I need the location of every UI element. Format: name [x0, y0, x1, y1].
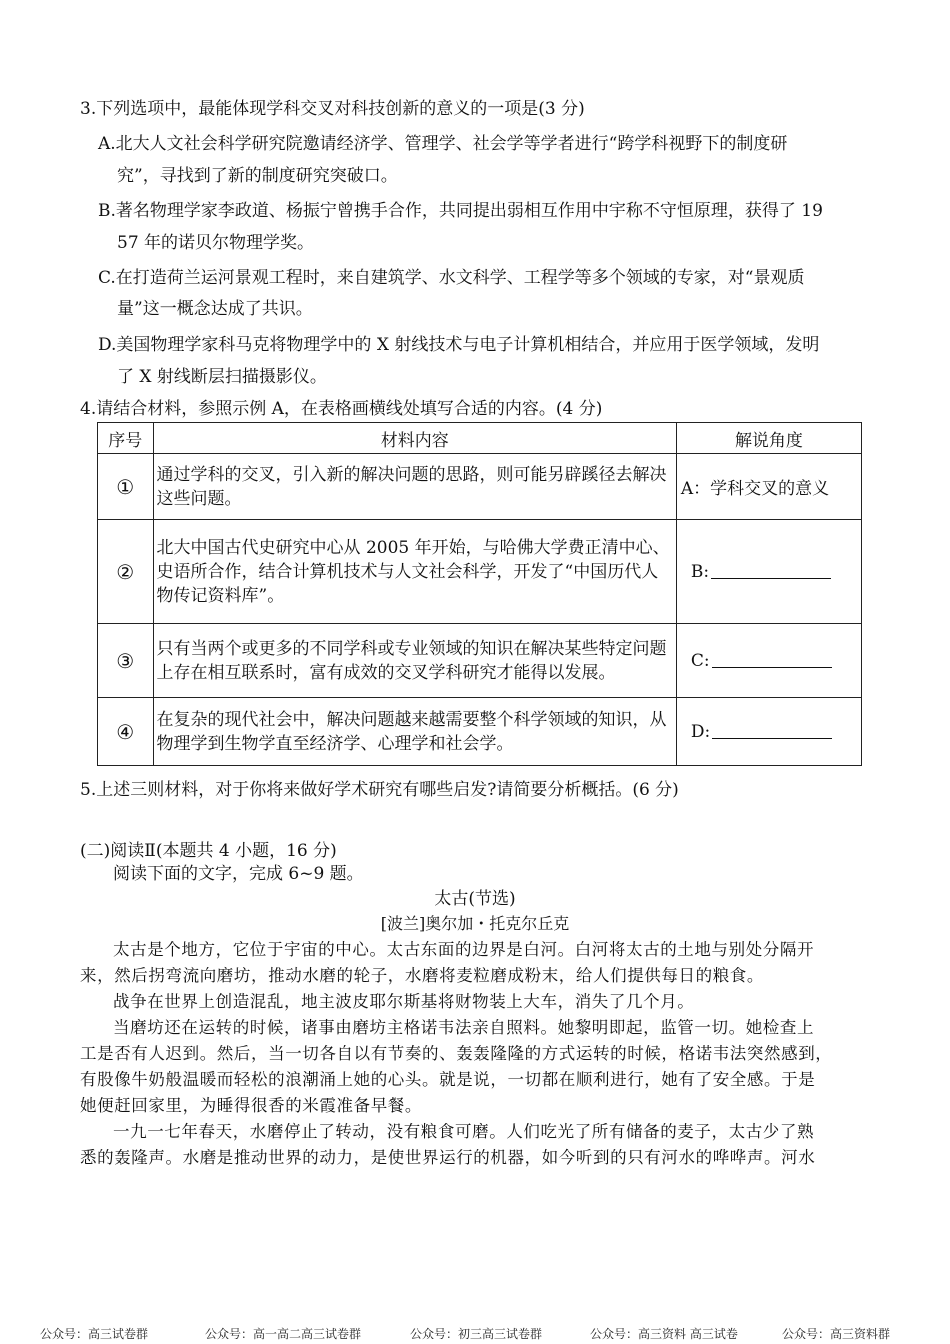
- angle-label: D:: [690, 721, 711, 742]
- q3-option-c-line2: 量”这一概念达成了共识。: [117, 299, 313, 319]
- row-angle: [676, 520, 861, 624]
- table-row: [98, 520, 862, 624]
- passage-paragraph: 她便赶回家里，为睡得很香的米霞准备早餐。: [80, 1096, 422, 1115]
- footer-label: 公众号：初三高三试卷群: [410, 1327, 543, 1341]
- q5-stem: 5.上述三则材料，对于你将来做好学术研究有哪些启发?请简要分析概括。(6 分): [80, 780, 679, 800]
- row-angle: [676, 624, 861, 698]
- passage-paragraph: 一九一七年春天，水磨停止了转动，没有粮食可磨。人们吃光了所有储备的麦子，太古少了熟: [113, 1122, 815, 1141]
- footer-label: 公众号：高三试卷群: [40, 1327, 149, 1341]
- table-header-row: [98, 423, 862, 454]
- footer-label: 公众号：高三资料群: [782, 1327, 891, 1341]
- passage-title: 太古(节选): [434, 889, 516, 909]
- row-number: ③: [98, 624, 154, 698]
- passage-paragraph: 当磨坊还在运转的时候，诸事由磨坊主格诺韦法亲自照料。她黎明即起，监管一切。她检查上: [113, 1018, 815, 1037]
- q3-option-d-line1: D.美国物理学家科马克将物理学中的 X 射线技术与电子计算机相结合，并应用于医学领域，发明: [98, 335, 820, 355]
- answer-blank[interactable]: [712, 722, 832, 739]
- answer-blank[interactable]: [711, 562, 831, 579]
- q3-option-a-line2: 究”，寻找到了新的制度研究突破口。: [117, 166, 398, 186]
- table-row: [98, 698, 862, 766]
- q3-stem: 3.下列选项中，最能体现学科交叉对科技创新的意义的一项是(3 分): [80, 99, 585, 119]
- q3-option-b-line1: B.著名物理学家李政道、杨振宁曾携手合作，共同提出弱相互作用中宇称不守恒原理，获得了 19: [98, 201, 823, 221]
- passage-paragraph: 工是否有人迟到。然后，当一切各自以有节奏的、轰轰隆隆的方式运转的时候，格诺韦法突然感到，: [80, 1044, 833, 1063]
- q3-option-a-line1: A.北大人文社会科学研究院邀请经济学、管理学、社会学等学者进行“跨学科视野下的制度研: [98, 134, 788, 154]
- passage-paragraph: 有股像牛奶般温暖而轻松的浪潮涌上她的心头。就是说，一切都在顺利进行，她有了安全感。于是: [80, 1070, 816, 1089]
- footer-label: 公众号：高一高二高三试卷群: [205, 1327, 362, 1341]
- header-number: 序号: [98, 423, 154, 454]
- angle-label: C:: [690, 650, 710, 671]
- q3-option-c-line1: C.在打造荷兰运河景观工程时，来自建筑学、水文科学、工程学等多个领域的专家，对“景观质: [98, 268, 805, 288]
- row-content: 通过学科的交叉，引入新的解决问题的思路，则可能另辟蹊径去解决这些问题。: [153, 454, 676, 520]
- q3-option-b-line2: 57 年的诺贝尔物理学奖。: [117, 233, 315, 253]
- row-number: ②: [98, 520, 154, 624]
- passage-paragraph: 战争在世界上创造混乱，地主波皮耶尔斯基将财物装上大车，消失了几个月。: [113, 992, 695, 1011]
- header-content: 材料内容: [153, 423, 676, 454]
- angle-label: B:: [690, 561, 710, 582]
- row-angle: A：学科交叉的意义: [676, 454, 861, 520]
- material-table: [97, 422, 862, 766]
- section-heading: (二)阅读Ⅱ(本题共 4 小题，16 分): [80, 841, 337, 861]
- table-row: [98, 454, 862, 520]
- table-row: [98, 624, 862, 698]
- row-content: 在复杂的现代社会中，解决问题越来越需要整个科学领域的知识，从物理学到生物学直至经济学、心理学和社会学。: [153, 698, 676, 766]
- row-number: ④: [98, 698, 154, 766]
- row-number: ①: [98, 454, 154, 520]
- header-angle: 解说角度: [676, 423, 861, 454]
- q3-option-d-line2: 了 X 射线断层扫描摄影仪。: [117, 367, 327, 387]
- q4-stem: 4.请结合材料，参照示例 A，在表格画横线处填写合适的内容。(4 分): [80, 399, 603, 419]
- passage-paragraph: 悉的轰隆声。水磨是推动世界的动力，是使世界运行的机器，如今听到的只有河水的哗哗声。河水: [80, 1148, 816, 1167]
- passage-paragraph: 来，然后拐弯流向磨坊，推动水磨的轮子，水磨将麦粒磨成粉末，给人们提供每日的粮食。: [80, 966, 764, 985]
- row-angle: [676, 698, 861, 766]
- answer-blank[interactable]: [712, 651, 832, 668]
- passage-paragraph: 太古是个地方，它位于宇宙的中心。太古东面的边界是白河。白河将太古的土地与别处分隔开: [113, 940, 815, 959]
- passage-author: [波兰]奥尔加・托克尔丘克: [380, 914, 570, 933]
- row-content: 只有当两个或更多的不同学科或专业领域的知识在解决某些特定问题上存在相互联系时，富有成效的交叉学科研究才能得以发展。: [153, 624, 676, 698]
- section-instruction: 阅读下面的文字，完成 6~9 题。: [113, 864, 364, 884]
- row-content: 北大中国古代史研究中心从 2005 年开始，与哈佛大学费正清中心、史语所合作，结合计算机技术与人文社会科学，开发了“中国历代人物传记资料库”。: [153, 520, 676, 624]
- footer-label: 公众号：高三资料 高三试卷: [590, 1327, 738, 1341]
